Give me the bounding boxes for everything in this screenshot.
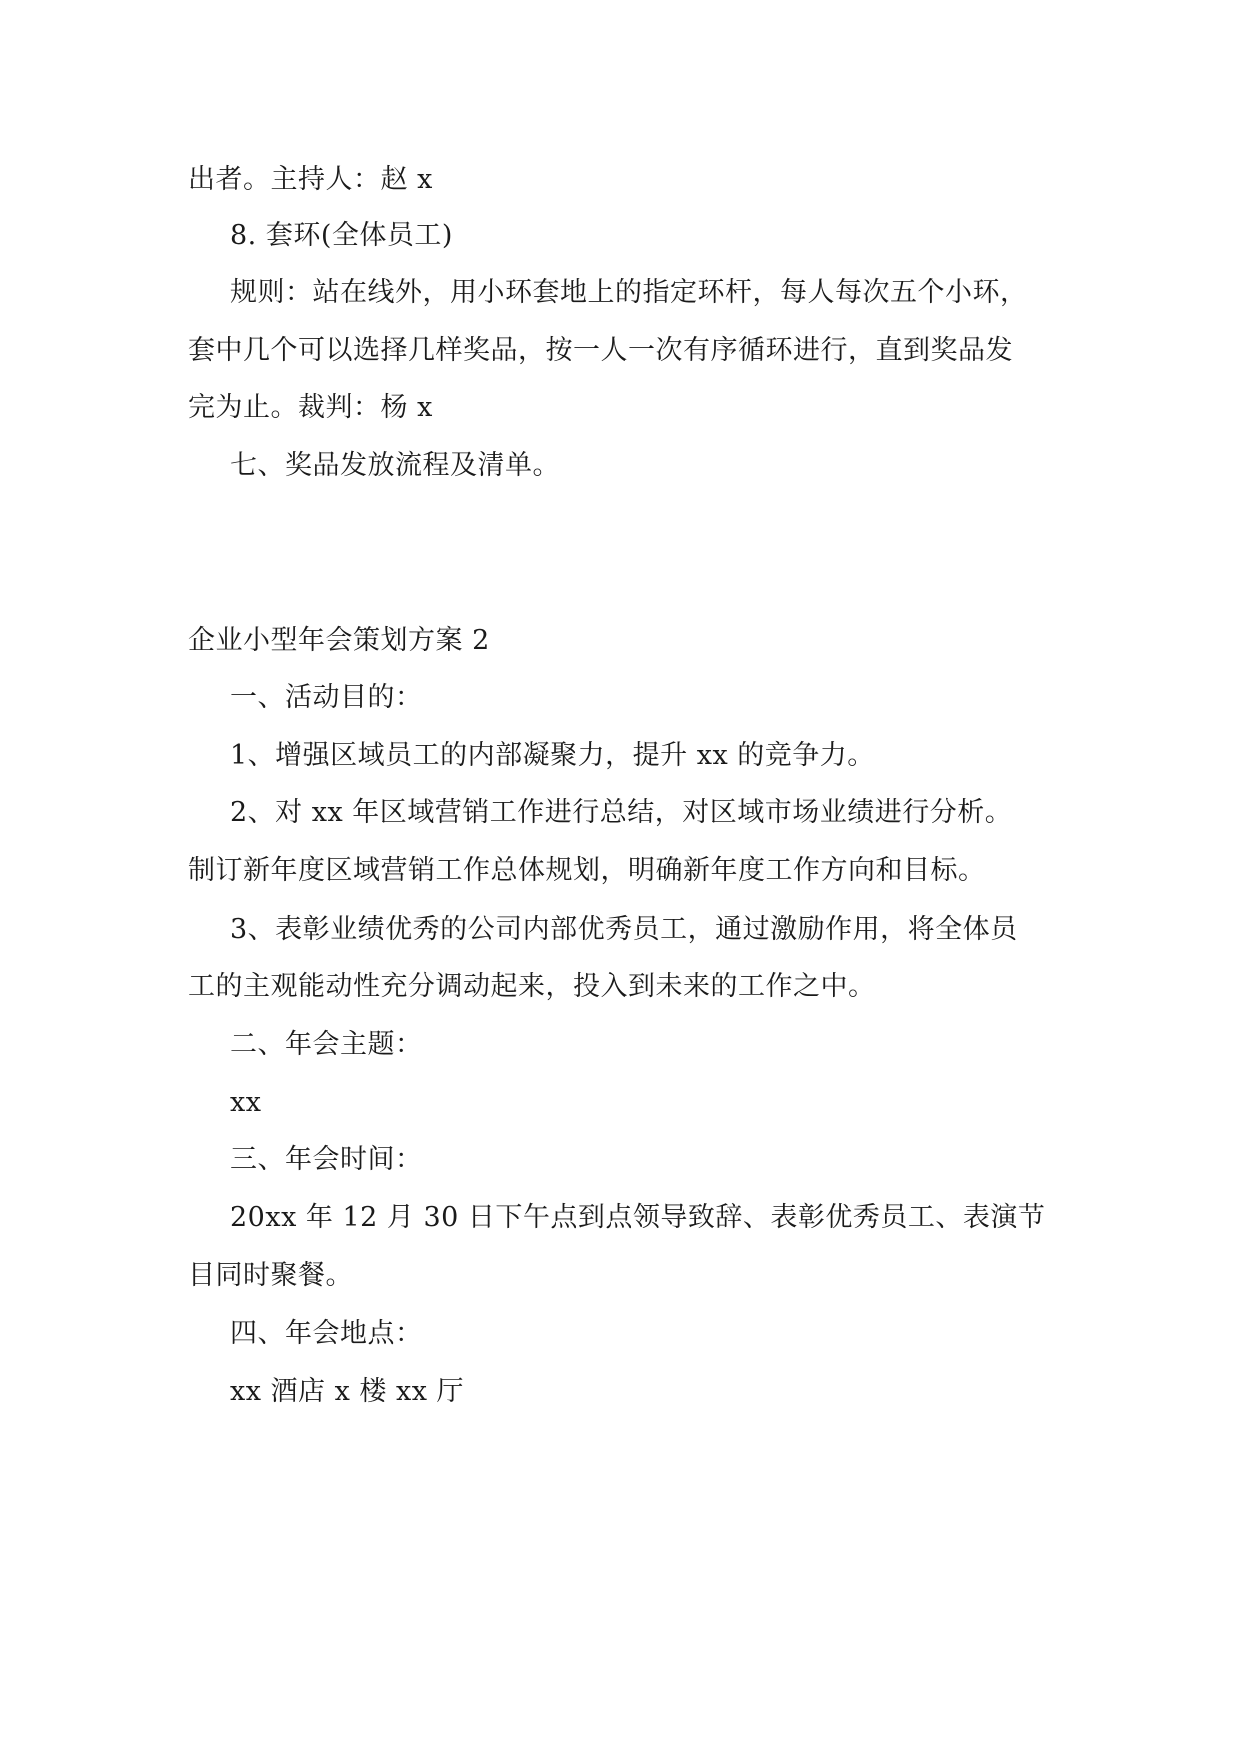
text-line: 3、表彰业绩优秀的公司内部优秀员工，通过激励作用，将全体员 bbox=[230, 914, 1018, 945]
section-heading: 一、活动目的： bbox=[230, 682, 423, 713]
section-heading: 三、年会时间： bbox=[230, 1144, 423, 1175]
text-line: xx 酒店 x 楼 xx 厅 bbox=[230, 1376, 465, 1407]
text-line: 20xx 年 12 月 30 日下午点到点领导致辞、表彰优秀员工、表演节 bbox=[230, 1202, 1046, 1233]
text-line: 套中几个可以选择几样奖品，按一人一次有序循环进行，直到奖品发 bbox=[188, 335, 1013, 366]
text-line: 1、增强区域员工的内部凝聚力，提升 xx 的竞争力。 bbox=[230, 740, 875, 771]
section-heading-ring-toss: 8. 套环(全体员工) bbox=[230, 220, 453, 251]
document-title: 企业小型年会策划方案 2 bbox=[188, 625, 490, 656]
text-line: 出者。主持人：赵 x bbox=[188, 164, 433, 195]
text-line: 工的主观能动性充分调动起来，投入到未来的工作之中。 bbox=[188, 971, 876, 1002]
text-line: 规则：站在线外，用小环套地上的指定环杆，每人每次五个小环， bbox=[230, 277, 1028, 308]
section-heading: 七、奖品发放流程及清单。 bbox=[230, 450, 560, 481]
text-line: 完为止。裁判：杨 x bbox=[188, 392, 433, 423]
text-line: xx bbox=[230, 1087, 262, 1118]
text-line: 2、对 xx 年区域营销工作进行总结，对区域市场业绩进行分析。 bbox=[230, 797, 1013, 828]
text-line: 制订新年度区域营销工作总体规划，明确新年度工作方向和目标。 bbox=[188, 855, 986, 886]
text-line: 目同时聚餐。 bbox=[188, 1260, 353, 1291]
section-heading: 二、年会主题： bbox=[230, 1029, 423, 1060]
section-heading: 四、年会地点： bbox=[230, 1318, 423, 1349]
